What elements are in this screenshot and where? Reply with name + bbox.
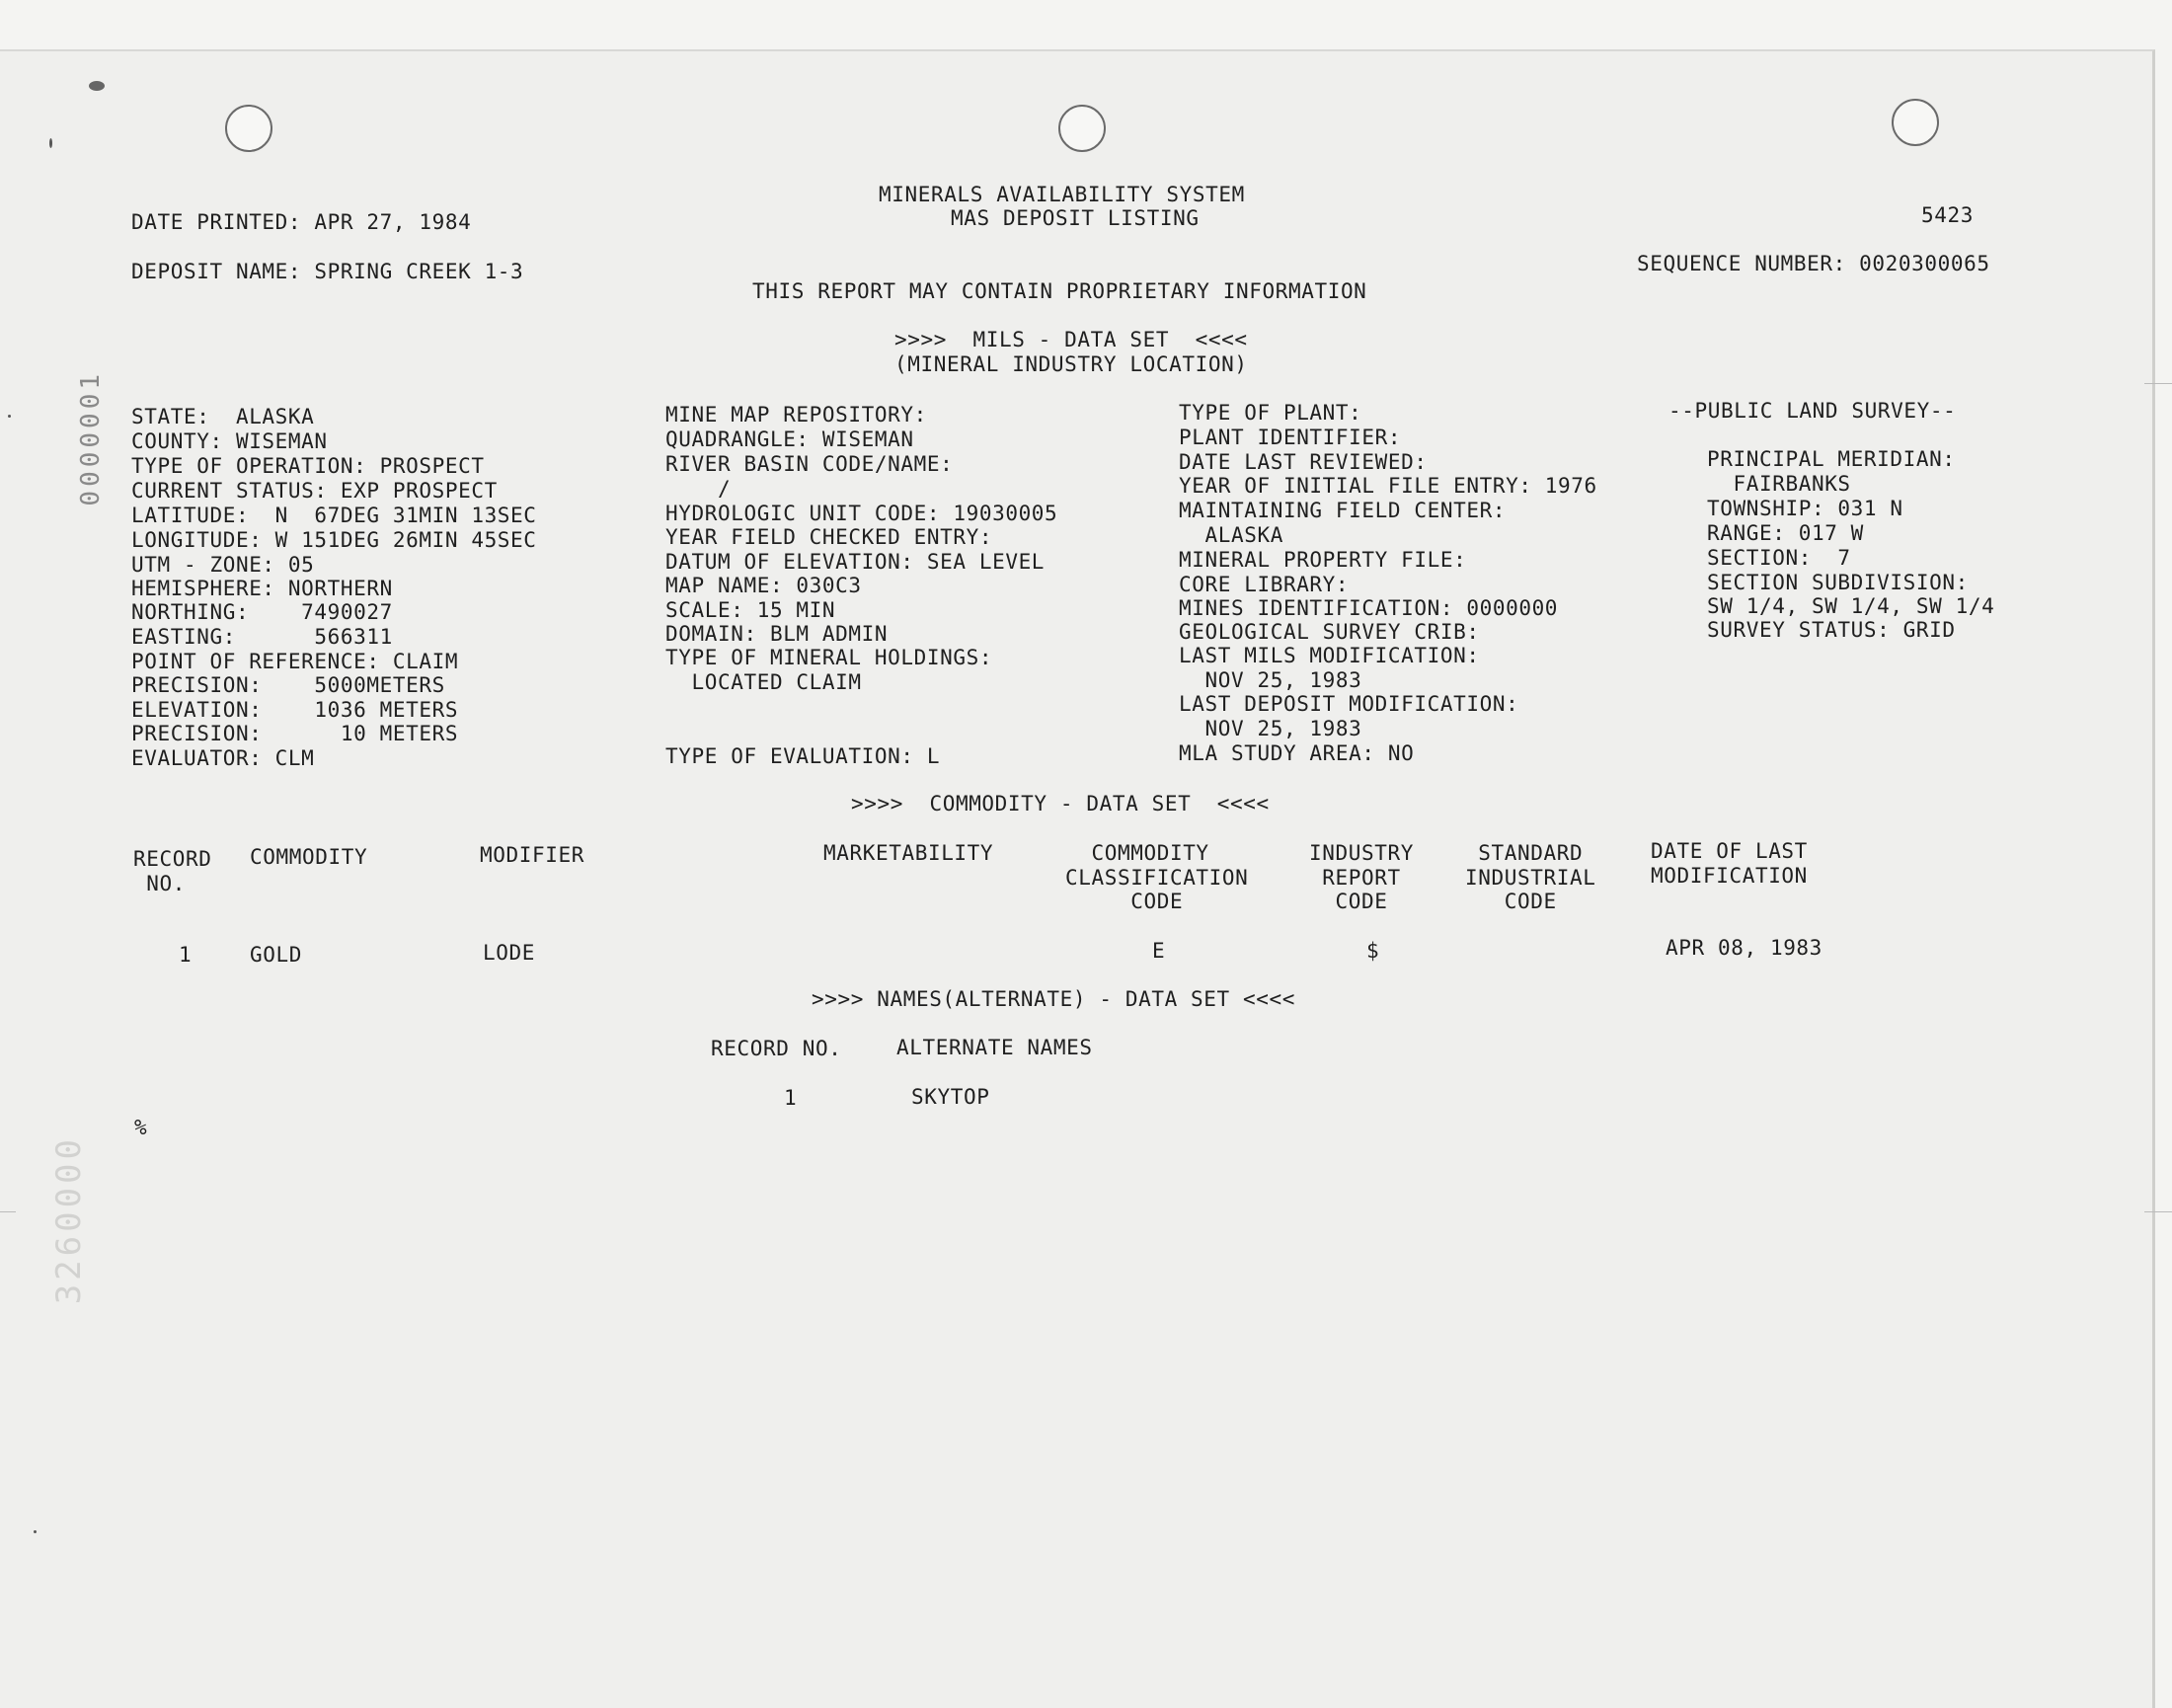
field-hemisphere: HEMISPHERE: NORTHERN	[131, 577, 393, 600]
field-county: COUNTY: WISEMAN	[131, 429, 328, 453]
field-principal-meridian: PRINCIPAL MERIDIAN:	[1707, 447, 1956, 471]
field-current-status: CURRENT STATUS: EXP PROSPECT	[131, 479, 498, 503]
field-precision-location: PRECISION: 5000METERS	[131, 673, 445, 697]
field-northing: NORTHING: 7490027	[131, 600, 393, 624]
field-principal-meridian-value: FAIRBANKS	[1707, 472, 1851, 496]
field-last-mils-modification: LAST MILS MODIFICATION:	[1179, 644, 1480, 667]
field-domain: DOMAIN: BLM ADMIN	[665, 622, 889, 646]
field-last-deposit-modification: LAST DEPOSIT MODIFICATION:	[1179, 692, 1519, 716]
field-scale: SCALE: 15 MIN	[665, 598, 836, 622]
punch-hole-right	[1892, 99, 1939, 146]
cell-alternate-name: SKYTOP	[911, 1085, 990, 1109]
sequence-number: SEQUENCE NUMBER: 0020300065	[1637, 252, 1990, 275]
field-type-of-evaluation: TYPE OF EVALUATION: L	[665, 744, 941, 768]
field-map-name: MAP NAME: 030C3	[665, 574, 862, 597]
field-plant-identifier: PLANT IDENTIFIER:	[1179, 426, 1402, 449]
field-point-of-reference: POINT OF REFERENCE: CLAIM	[131, 650, 459, 673]
commodity-title: >>>> COMMODITY - DATA SET <<<<	[851, 792, 1270, 815]
field-mineral-holdings-value: LOCATED CLAIM	[665, 670, 862, 694]
field-section: SECTION: 7	[1707, 546, 1851, 570]
cell-record-no: 1	[179, 943, 193, 967]
field-type-of-mineral-holdings: TYPE OF MINERAL HOLDINGS:	[665, 646, 993, 669]
edge-line-left	[0, 1211, 16, 1212]
names-title: >>>> NAMES(ALTERNATE) - DATA SET <<<<	[812, 987, 1295, 1011]
field-river-basin: RIVER BASIN CODE/NAME:	[665, 452, 954, 476]
col-header-standard-industrial: STANDARD INDUSTRIAL CODE	[1465, 841, 1596, 913]
speck	[89, 81, 105, 91]
field-river-basin-value: /	[665, 477, 732, 501]
field-precision-elevation: PRECISION: 10 METERS	[131, 722, 459, 745]
page-number: 5423	[1921, 203, 1974, 227]
speck	[34, 1530, 37, 1533]
footer-mark: %	[134, 1116, 148, 1139]
cell-modifier: LODE	[483, 941, 535, 965]
deposit-name: DEPOSIT NAME: SPRING CREEK 1-3	[131, 260, 524, 283]
faint-margin-mark: 3260000	[49, 1135, 89, 1305]
field-last-mils-modification-date: NOV 25, 1983	[1179, 668, 1362, 692]
field-hydrologic-unit-code: HYDROLOGIC UNIT CODE: 19030005	[665, 502, 1058, 525]
cell-industry-report: $	[1366, 939, 1380, 963]
field-year-field-checked: YEAR FIELD CHECKED ENTRY:	[665, 525, 993, 549]
field-quadrangle: QUADRANGLE: WISEMAN	[665, 427, 914, 451]
col-header-classification: COMMODITY CLASSIFICATION CODE	[1065, 841, 1249, 913]
field-mineral-property-file: MINERAL PROPERTY FILE:	[1179, 548, 1467, 572]
field-section-subdivision-value: SW 1/4, SW 1/4, SW 1/4	[1707, 594, 1995, 618]
date-printed: DATE PRINTED: APR 27, 1984	[131, 210, 472, 234]
field-type-of-operation: TYPE OF OPERATION: PROSPECT	[131, 454, 485, 478]
land-survey-title: --PUBLIC LAND SURVEY--	[1668, 399, 1957, 423]
field-mine-map-repository: MINE MAP REPOSITORY:	[665, 403, 927, 427]
field-last-deposit-modification-date: NOV 25, 1983	[1179, 717, 1362, 740]
field-core-library: CORE LIBRARY:	[1179, 573, 1350, 596]
cell-names-record-no: 1	[784, 1086, 798, 1110]
cell-date-last-modification: APR 08, 1983	[1666, 936, 1823, 960]
field-date-last-reviewed: DATE LAST REVIEWED:	[1179, 450, 1428, 474]
col-header-record-no: RECORD NO.	[133, 847, 212, 895]
punch-hole-left	[225, 105, 272, 152]
field-township: TOWNSHIP: 031 N	[1707, 497, 1903, 520]
field-mines-identification: MINES IDENTIFICATION: 0000000	[1179, 596, 1559, 620]
field-range: RANGE: 017 W	[1707, 521, 1864, 545]
field-mla-study-area: MLA STUDY AREA: NO	[1179, 741, 1415, 765]
col-header-commodity: COMMODITY	[250, 845, 368, 869]
field-type-of-plant: TYPE OF PLANT:	[1179, 401, 1362, 425]
field-geological-survey-crib: GEOLOGICAL SURVEY CRIB:	[1179, 620, 1480, 644]
field-survey-status: SURVEY STATUS: GRID	[1707, 618, 1956, 642]
listing-title: MAS DEPOSIT LISTING	[951, 206, 1200, 230]
punch-hole-center	[1058, 105, 1106, 152]
mils-subtitle: (MINERAL INDUSTRY LOCATION)	[894, 352, 1248, 376]
edge-line-upper	[2144, 383, 2172, 384]
speck	[49, 138, 52, 148]
field-utm-zone: UTM - ZONE: 05	[131, 553, 315, 577]
field-evaluator: EVALUATOR: CLM	[131, 746, 315, 770]
field-longitude: LONGITUDE: W 151DEG 26MIN 45SEC	[131, 528, 537, 552]
margin-stamp: 0000001	[76, 370, 106, 506]
col-header-industry-report: INDUSTRY REPORT CODE	[1309, 841, 1414, 913]
cell-commodity: GOLD	[250, 943, 302, 967]
field-state: STATE: ALASKA	[131, 405, 315, 428]
field-section-subdivision: SECTION SUBDIVISION:	[1707, 571, 1969, 594]
field-datum-of-elevation: DATUM OF ELEVATION: SEA LEVEL	[665, 550, 1046, 574]
edge-line-lower	[2144, 1211, 2172, 1212]
field-elevation: ELEVATION: 1036 METERS	[131, 698, 459, 722]
cell-classification: E	[1152, 939, 1166, 963]
col-header-modifier: MODIFIER	[480, 843, 584, 867]
field-maintaining-center-value: ALASKA	[1179, 523, 1283, 547]
field-year-initial-entry: YEAR OF INITIAL FILE ENTRY: 1976	[1179, 474, 1597, 498]
field-easting: EASTING: 566311	[131, 625, 393, 649]
field-maintaining-center: MAINTAINING FIELD CENTER:	[1179, 499, 1507, 522]
col-header-names-record-no: RECORD NO.	[711, 1037, 842, 1060]
mils-title: >>>> MILS - DATA SET <<<<	[894, 328, 1248, 351]
field-latitude: LATITUDE: N 67DEG 31MIN 13SEC	[131, 504, 537, 527]
system-title: MINERALS AVAILABILITY SYSTEM	[879, 183, 1245, 206]
col-header-alternate-names: ALTERNATE NAMES	[896, 1036, 1093, 1059]
col-header-date-last-modification: DATE OF LAST MODIFICATION	[1651, 839, 1808, 888]
proprietary-notice: THIS REPORT MAY CONTAIN PROPRIETARY INFORMATION	[752, 279, 1367, 303]
col-header-marketability: MARKETABILITY	[823, 841, 994, 865]
speck	[8, 415, 11, 418]
